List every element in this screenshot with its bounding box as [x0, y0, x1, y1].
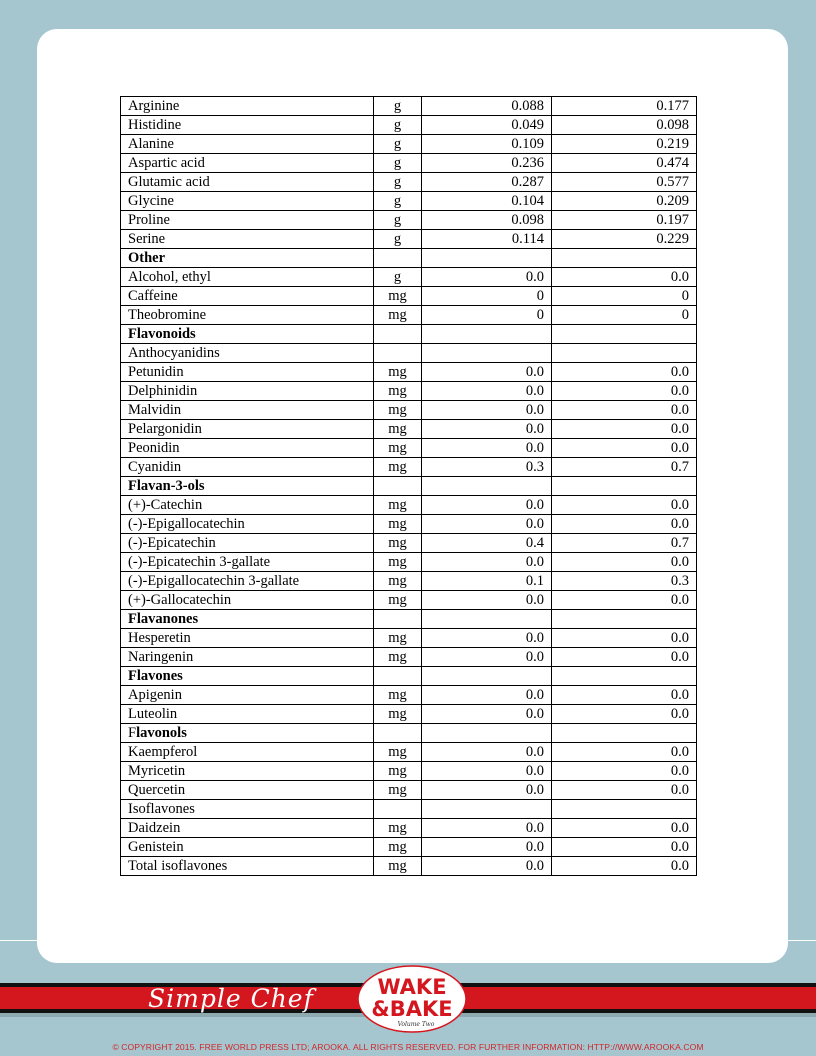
value-cell-1: 0 — [422, 306, 552, 325]
value-cell-2: 0 — [552, 287, 697, 306]
value-cell-2: 0.209 — [552, 192, 697, 211]
nutrient-name-cell: Flavones — [121, 667, 374, 686]
table-section-heading-row — [121, 477, 697, 496]
value-cell-2: 0.0 — [552, 496, 697, 515]
unit-cell: mg — [374, 553, 422, 572]
value-cell-2 — [552, 610, 697, 629]
nutrient-name-cell: Apigenin — [121, 686, 374, 705]
value-cell-1: 0.088 — [422, 97, 552, 116]
right-divider-line — [788, 940, 816, 941]
value-cell-1: 0.0 — [422, 629, 552, 648]
value-cell-1 — [422, 724, 552, 743]
unit-cell: g — [374, 192, 422, 211]
table-row — [121, 287, 697, 306]
nutrient-name-cell: Theobromine — [121, 306, 374, 325]
table-row — [121, 553, 697, 572]
value-cell-1: 0.0 — [422, 819, 552, 838]
value-cell-1: 0.0 — [422, 743, 552, 762]
unit-cell: mg — [374, 306, 422, 325]
unit-cell: mg — [374, 458, 422, 477]
value-cell-2: 0.0 — [552, 401, 697, 420]
value-cell-1: 0.049 — [422, 116, 552, 135]
nutrient-name-cell: Caffeine — [121, 287, 374, 306]
nutrient-name-cell — [121, 724, 374, 743]
table-row — [121, 857, 697, 876]
heading-rest: lavonols — [136, 725, 187, 741]
value-cell-1 — [422, 344, 552, 363]
unit-cell — [374, 800, 422, 819]
unit-cell: mg — [374, 629, 422, 648]
nutrient-name-cell: Histidine — [121, 116, 374, 135]
value-cell-1: 0.0 — [422, 591, 552, 610]
wake-and-bake-logo — [356, 964, 468, 1034]
value-cell-2: 0.0 — [552, 762, 697, 781]
nutrient-name-cell: Peonidin — [121, 439, 374, 458]
logo-tagline: Volume Two — [397, 1021, 435, 1028]
logo-line-wake: WAKE — [377, 975, 447, 999]
unit-cell: mg — [374, 743, 422, 762]
nutrient-name-cell: Glycine — [121, 192, 374, 211]
brand-wordmark: Simple Chef — [148, 984, 314, 1013]
table-section-heading-row — [121, 610, 697, 629]
value-cell-1: 0.3 — [422, 458, 552, 477]
value-cell-2: 0.229 — [552, 230, 697, 249]
value-cell-2: 0.0 — [552, 857, 697, 876]
table-row — [121, 344, 697, 363]
value-cell-2: 0.0 — [552, 363, 697, 382]
value-cell-1: 0.0 — [422, 553, 552, 572]
table-row — [121, 154, 697, 173]
nutrient-name-cell: Proline — [121, 211, 374, 230]
value-cell-2: 0.0 — [552, 382, 697, 401]
table-row — [121, 173, 697, 192]
unit-cell — [374, 724, 422, 743]
table-row — [121, 686, 697, 705]
value-cell-2: 0.0 — [552, 553, 697, 572]
logo-line-bake: &BAKE — [371, 997, 453, 1021]
value-cell-1: 0.0 — [422, 439, 552, 458]
value-cell-1 — [422, 610, 552, 629]
value-cell-1: 0.0 — [422, 401, 552, 420]
table-row — [121, 591, 697, 610]
nutrient-name-cell: Flavanones — [121, 610, 374, 629]
nutrient-name-cell: Isoflavones — [121, 800, 374, 819]
nutrient-name-cell: Delphinidin — [121, 382, 374, 401]
value-cell-1: 0.0 — [422, 268, 552, 287]
value-cell-2 — [552, 249, 697, 268]
value-cell-2: 0.474 — [552, 154, 697, 173]
value-cell-2: 0.7 — [552, 534, 697, 553]
value-cell-1 — [422, 477, 552, 496]
value-cell-1: 0.236 — [422, 154, 552, 173]
table-row — [121, 458, 697, 477]
table-section-heading-row — [121, 724, 697, 743]
table-row — [121, 572, 697, 591]
value-cell-1 — [422, 249, 552, 268]
nutrient-name-cell: Glutamic acid — [121, 173, 374, 192]
unit-cell — [374, 477, 422, 496]
table-row — [121, 268, 697, 287]
table-row — [121, 705, 697, 724]
value-cell-1: 0.104 — [422, 192, 552, 211]
table-row — [121, 648, 697, 667]
table-row — [121, 743, 697, 762]
value-cell-1: 0.114 — [422, 230, 552, 249]
unit-cell: mg — [374, 420, 422, 439]
nutrient-name-cell: (-)-Epicatechin 3-gallate — [121, 553, 374, 572]
nutrient-name-cell: Anthocyanidins — [121, 344, 374, 363]
value-cell-2: 0.7 — [552, 458, 697, 477]
unit-cell: mg — [374, 496, 422, 515]
value-cell-2: 0.0 — [552, 515, 697, 534]
nutrient-name-cell: Daidzein — [121, 819, 374, 838]
nutrient-name-cell: Kaempferol — [121, 743, 374, 762]
unit-cell: mg — [374, 534, 422, 553]
value-cell-1: 0.0 — [422, 686, 552, 705]
nutrient-name-cell: Flavonoids — [121, 325, 374, 344]
value-cell-1: 0.0 — [422, 705, 552, 724]
nutrient-name-cell: Alanine — [121, 135, 374, 154]
nutrient-name-cell: Myricetin — [121, 762, 374, 781]
nutrient-table-body — [121, 97, 697, 876]
table-row — [121, 135, 697, 154]
table-row — [121, 819, 697, 838]
value-cell-2: 0.0 — [552, 838, 697, 857]
value-cell-2: 0.0 — [552, 629, 697, 648]
value-cell-2: 0 — [552, 306, 697, 325]
unit-cell — [374, 667, 422, 686]
unit-cell: g — [374, 268, 422, 287]
value-cell-2: 0.0 — [552, 705, 697, 724]
value-cell-2 — [552, 667, 697, 686]
table-row — [121, 211, 697, 230]
unit-cell: mg — [374, 591, 422, 610]
value-cell-1: 0.098 — [422, 211, 552, 230]
unit-cell: mg — [374, 819, 422, 838]
nutrient-name-cell: Aspartic acid — [121, 154, 374, 173]
value-cell-2 — [552, 477, 697, 496]
unit-cell: mg — [374, 439, 422, 458]
table-row — [121, 800, 697, 819]
unit-cell: mg — [374, 572, 422, 591]
value-cell-1 — [422, 667, 552, 686]
value-cell-1: 0.4 — [422, 534, 552, 553]
value-cell-1: 0.0 — [422, 781, 552, 800]
table-row — [121, 382, 697, 401]
nutrient-name-cell: Arginine — [121, 97, 374, 116]
nutrient-name-cell: Naringenin — [121, 648, 374, 667]
nutrient-name-cell: (+)-Catechin — [121, 496, 374, 515]
value-cell-2: 0.0 — [552, 686, 697, 705]
value-cell-1 — [422, 325, 552, 344]
nutrient-name-cell: Petunidin — [121, 363, 374, 382]
value-cell-2: 0.0 — [552, 781, 697, 800]
value-cell-1: 0 — [422, 287, 552, 306]
unit-cell: g — [374, 173, 422, 192]
value-cell-2: 0.219 — [552, 135, 697, 154]
table-row — [121, 838, 697, 857]
value-cell-2 — [552, 325, 697, 344]
unit-cell: mg — [374, 686, 422, 705]
nutrient-name-cell: Alcohol, ethyl — [121, 268, 374, 287]
unit-cell: mg — [374, 515, 422, 534]
unit-cell: mg — [374, 287, 422, 306]
unit-cell — [374, 249, 422, 268]
table-row — [121, 230, 697, 249]
table-row — [121, 781, 697, 800]
value-cell-1: 0.109 — [422, 135, 552, 154]
table-row — [121, 306, 697, 325]
value-cell-1: 0.0 — [422, 496, 552, 515]
table-row — [121, 515, 697, 534]
value-cell-1: 0.1 — [422, 572, 552, 591]
value-cell-2 — [552, 344, 697, 363]
nutrient-name-cell: Other — [121, 249, 374, 268]
copyright-notice: © COPYRIGHT 2015. FREE WORLD PRESS LTD; AROOKA. ALL RIGHTS RESERVED. FOR FURTHER INFORMATION: HTTP://WWW.AROOKA.COM — [112, 1042, 704, 1052]
value-cell-1: 0.0 — [422, 648, 552, 667]
nutrient-name-cell: Genistein — [121, 838, 374, 857]
table-row — [121, 363, 697, 382]
unit-cell: mg — [374, 382, 422, 401]
unit-cell: g — [374, 154, 422, 173]
nutrient-name-cell: (-)-Epigallocatechin — [121, 515, 374, 534]
nutrient-table — [120, 96, 697, 876]
value-cell-2 — [552, 800, 697, 819]
unit-cell: g — [374, 211, 422, 230]
unit-cell — [374, 344, 422, 363]
value-cell-1 — [422, 800, 552, 819]
unit-cell: g — [374, 116, 422, 135]
table-row — [121, 116, 697, 135]
nutrient-name-cell: Pelargonidin — [121, 420, 374, 439]
table-row — [121, 97, 697, 116]
unit-cell: mg — [374, 838, 422, 857]
value-cell-2: 0.0 — [552, 819, 697, 838]
unit-cell: mg — [374, 762, 422, 781]
value-cell-2: 0.098 — [552, 116, 697, 135]
unit-cell: g — [374, 135, 422, 154]
nutrient-name-cell: Flavan-3-ols — [121, 477, 374, 496]
nutrient-name-cell: Cyanidin — [121, 458, 374, 477]
unit-cell — [374, 325, 422, 344]
table-row — [121, 534, 697, 553]
left-divider-line — [0, 940, 37, 941]
nutrient-name-cell: Luteolin — [121, 705, 374, 724]
table-row — [121, 629, 697, 648]
value-cell-1: 0.287 — [422, 173, 552, 192]
value-cell-2: 0.0 — [552, 439, 697, 458]
value-cell-2: 0.197 — [552, 211, 697, 230]
value-cell-2: 0.577 — [552, 173, 697, 192]
unit-cell: mg — [374, 781, 422, 800]
nutrient-name-cell: Serine — [121, 230, 374, 249]
value-cell-1: 0.0 — [422, 762, 552, 781]
unit-cell: mg — [374, 705, 422, 724]
table-row — [121, 192, 697, 211]
table-row — [121, 420, 697, 439]
table-section-heading-row — [121, 667, 697, 686]
value-cell-2: 0.0 — [552, 268, 697, 287]
value-cell-1: 0.0 — [422, 838, 552, 857]
value-cell-2: 0.0 — [552, 591, 697, 610]
nutrient-name-cell: (-)-Epigallocatechin 3-gallate — [121, 572, 374, 591]
unit-cell: mg — [374, 857, 422, 876]
value-cell-2: 0.177 — [552, 97, 697, 116]
nutrient-name-cell: Malvidin — [121, 401, 374, 420]
unit-cell — [374, 610, 422, 629]
value-cell-2: 0.0 — [552, 420, 697, 439]
table-row — [121, 401, 697, 420]
unit-cell: mg — [374, 401, 422, 420]
table-section-heading-row — [121, 249, 697, 268]
unit-cell: mg — [374, 363, 422, 382]
heading-first-letter: F — [128, 725, 137, 741]
table-row — [121, 762, 697, 781]
nutrient-name-cell: (-)-Epicatechin — [121, 534, 374, 553]
nutrient-name-cell: (+)-Gallocatechin — [121, 591, 374, 610]
value-cell-2: 0.3 — [552, 572, 697, 591]
value-cell-2: 0.0 — [552, 743, 697, 762]
unit-cell: g — [374, 97, 422, 116]
nutrient-name-cell: Quercetin — [121, 781, 374, 800]
value-cell-1: 0.0 — [422, 382, 552, 401]
table-row — [121, 439, 697, 458]
value-cell-2: 0.0 — [552, 648, 697, 667]
value-cell-1: 0.0 — [422, 857, 552, 876]
nutrient-name-cell: Total isoflavones — [121, 857, 374, 876]
value-cell-2 — [552, 724, 697, 743]
nutrient-name-cell: Hesperetin — [121, 629, 374, 648]
value-cell-1: 0.0 — [422, 363, 552, 382]
table-section-heading-row — [121, 325, 697, 344]
unit-cell: g — [374, 230, 422, 249]
table-row — [121, 496, 697, 515]
value-cell-1: 0.0 — [422, 515, 552, 534]
value-cell-1: 0.0 — [422, 420, 552, 439]
unit-cell: mg — [374, 648, 422, 667]
